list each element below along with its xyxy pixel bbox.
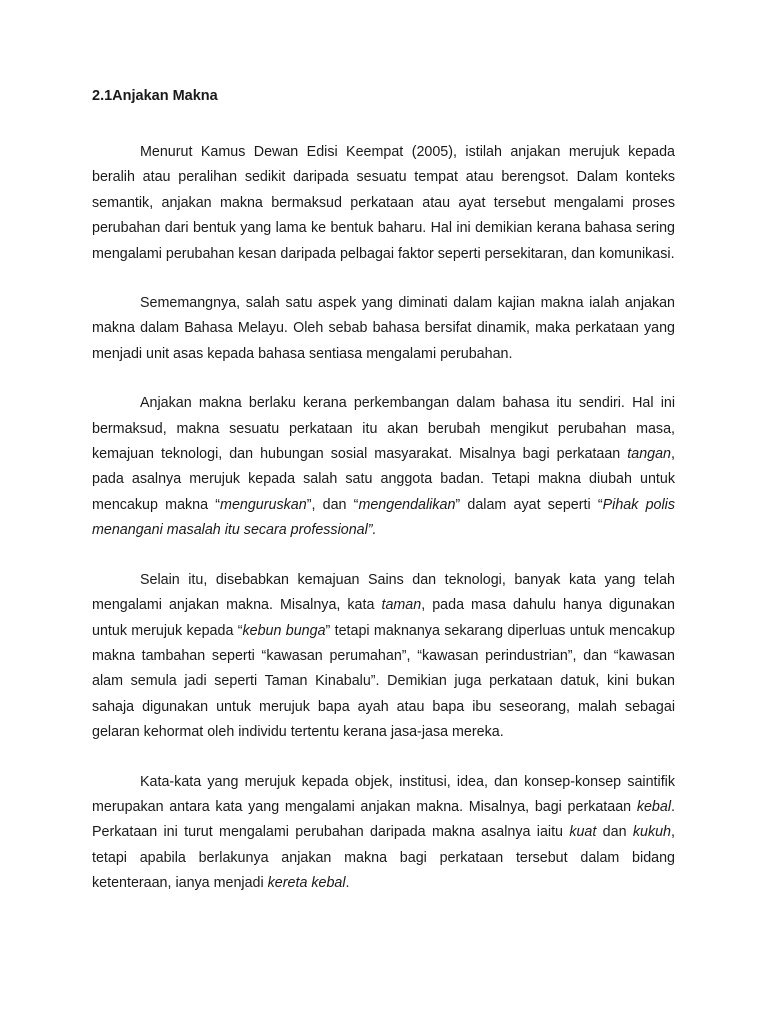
italic-term: taman — [381, 597, 422, 614]
paragraph-2 — [92, 291, 675, 367]
text-run: . Perkataan ini turut mengalami perubahan daripada makna asalnya iaitu — [92, 798, 675, 841]
text-run: , pada asalnya merujuk kepada salah satu anggota badan. Tetapi makna diubah untuk mencakup makna “ — [92, 446, 675, 513]
italic-term: kereta kebal — [267, 875, 346, 892]
paragraph-3 — [92, 391, 675, 543]
italic-term: kuat — [569, 824, 597, 841]
paragraph-4 — [92, 568, 675, 746]
section-heading: 2.1Anjakan Makna — [92, 88, 218, 104]
text-run: Kata-kata yang merujuk kepada objek, institusi, idea, dan konsep-konsep saintifik merupakan antara kata yang mengalami anjakan makna. Misalnya, bagi perkataan — [92, 773, 675, 815]
italic-term: kebun bunga — [242, 622, 326, 639]
italic-term: menguruskan — [220, 496, 307, 513]
text-run: Selain itu, disebabkan kemajuan Sains dan teknologi, banyak kata yang telah mengalami anjakan makna. Misalnya, kata — [92, 571, 675, 614]
text-run: ”, dan “ — [306, 496, 359, 513]
paragraph-1 — [92, 140, 675, 267]
text-run: , pada masa dahulu hanya digunakan untuk merujuk kepada “ — [92, 597, 675, 639]
paragraph-5 — [92, 770, 675, 897]
text-run: ” tetapi maknanya sekarang diperluas untuk mencakup makna tambahan seperti “kawasan perumahan”, “kawasan perindustrian”, dan “kawasan alam semula jadi seperti Taman Kinabalu”. Demikian juga perkataan datuk, kini bukan sahaja digunakan untuk merujuk bapa ayah atau bapa ibu seseorang, malah sebagai gelaran kehormat oleh individu tertentu kerana jasa-jasa mereka. — [92, 622, 675, 741]
text-run: . — [345, 875, 350, 892]
italic-term: kukuh — [632, 824, 672, 841]
italic-term: mengendalikan — [358, 496, 456, 513]
text-run: Menurut Kamus Dewan Edisi Keempat (2005), istilah anjakan merujuk kepada beralih atau peralihan sedikit daripada sesuatu tempat atau berengsot. Dalam konteks semantik, anjakan makna bermaksud perkataan atau ayat tersebut mengalami proses perubahan dari bentuk yang lama ke bentuk baharu. Hal ini demikian kerana bahasa sering mengalami perubahan kesan daripada pelbagai faktor seperti persekitaran, dan komunikasi. — [92, 144, 675, 262]
text-run: , tetapi apabila berlakunya anjakan makna bagi perkataan tersebut dalam bidang ketenteraan, ianya menjadi — [92, 824, 675, 892]
italic-term: Pihak polis menangani masalah itu secara professional”. — [92, 496, 675, 539]
text-run: ” dalam ayat seperti “ — [455, 496, 603, 513]
text-run: Sememangnya, salah satu aspek yang diminati dalam kajian makna ialah anjakan makna dalam Bahasa Melayu. Oleh sebab bahasa bersifat dinamik, maka perkataan yang menjadi unit asas kepada bahasa sentiasa mengalami perubahan. — [92, 295, 675, 362]
italic-term: tangan — [627, 446, 672, 463]
italic-term: kebal — [636, 798, 672, 815]
text-run: Anjakan makna berlaku kerana perkembangan dalam bahasa itu sendiri. Hal ini bermaksud, makna sesuatu perkataan itu akan berubah mengikut perubahan masa, kemajuan teknologi, dan hubungan sosial masyarakat. Misalnya bagi perkataan — [92, 395, 675, 463]
document-body — [92, 86, 675, 897]
text-run: dan — [596, 824, 633, 841]
